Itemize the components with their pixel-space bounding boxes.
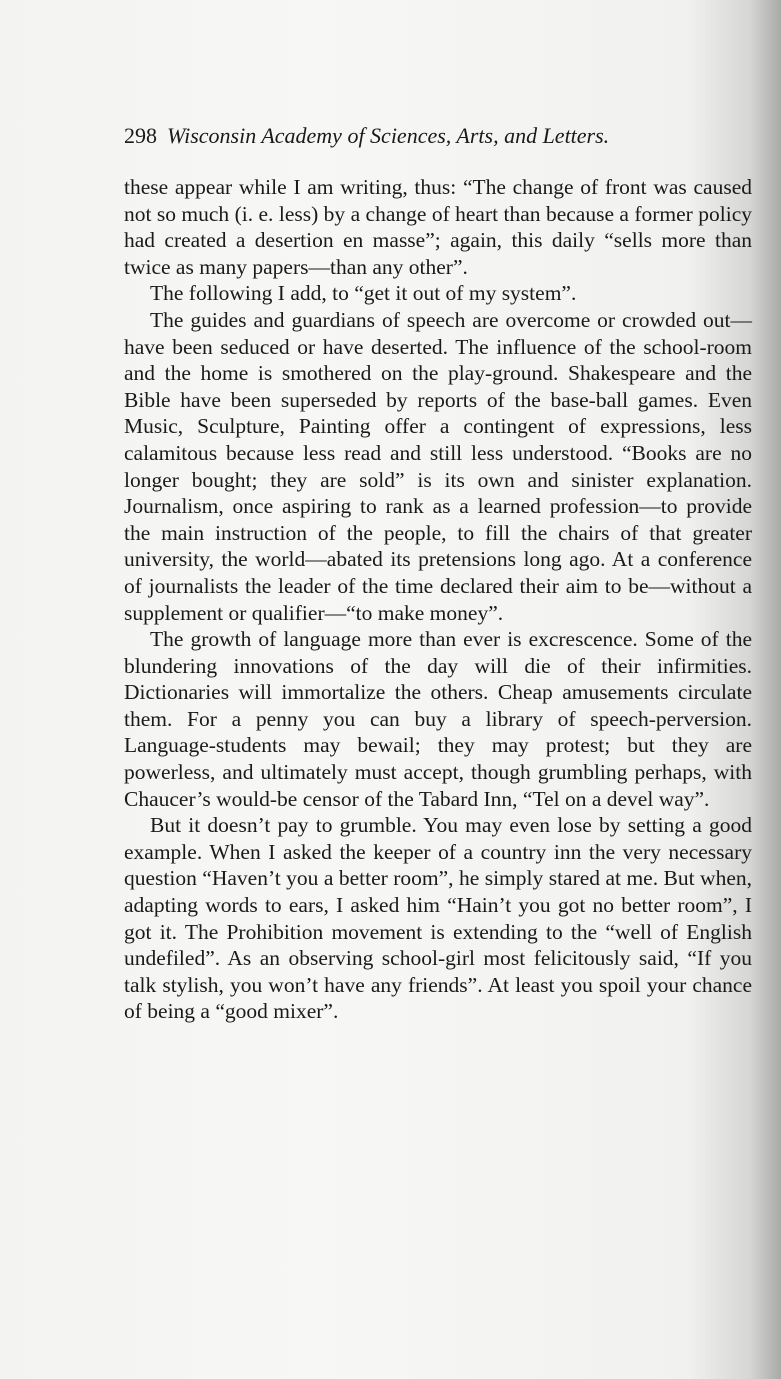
page-number: 298 (124, 123, 157, 148)
paragraph: The growth of language more than ever is excrescence. Some of the blundering innovations of the day will die of their infirmities. Dictionaries will immortalize the others. Cheap amusements circulate them. For a penny you can buy a library of speech-perversion. Language-students may bewail; they may protest; but they are powerless, and ultimately must accept, though grumbling perhaps, with Chaucer’s would-be censor of the Tabard Inn, “Tel on a devel way”. (124, 627, 752, 811)
running-head: Wisconsin Academy of Sciences, Arts, and Letters. (167, 123, 610, 148)
paragraph-continued: these appear while I am writing, thus: “The change of front was caused not so much (i. e. less) by a change of heart than because a former policy had created a desertion en masse”; again, this daily “sells more than twice as many papers—than any other”. (124, 175, 752, 279)
paragraph: But it doesn’t pay to grumble. You may even lose by setting a good example. When I asked the keeper of a country inn the very necessary question “Haven’t you a better room”, he simply stared at me. But when, adapting words to ears, I asked him “Hain’t you got no better room”, I got it. The Prohibition movement is extending to the “well of English undefiled”. As an observing school-girl most felicitously said, “If you talk stylish, you won’t have any friends”. At least you spoil your chance of being a “good mixer”. (124, 813, 752, 1024)
body-text (124, 174, 752, 1025)
page-header (124, 122, 724, 150)
paragraph: The guides and guardians of speech are overcome or crowded out—have been seduced or have deserted. The influence of the school-room and the home is smothered on the play-ground. Shakespeare and the Bible have been superseded by reports of the base-ball games. Even Music, Sculpture, Painting offer a contingent of expressions, less calamitous because less read and still less understood. “Books are no longer bought; they are sold” is its own and sinister explanation. Journalism, once aspiring to rank as a learned profession—to provide the main instruction of the people, to fill the chairs of that greater university, the world—abated its pretensions long ago. At a conference of journalists the leader of the time declared their aim to be—without a supplement or qualifier—“to make money”. (124, 307, 752, 625)
paragraph: The following I add, to “get it out of my system”. (150, 281, 577, 306)
